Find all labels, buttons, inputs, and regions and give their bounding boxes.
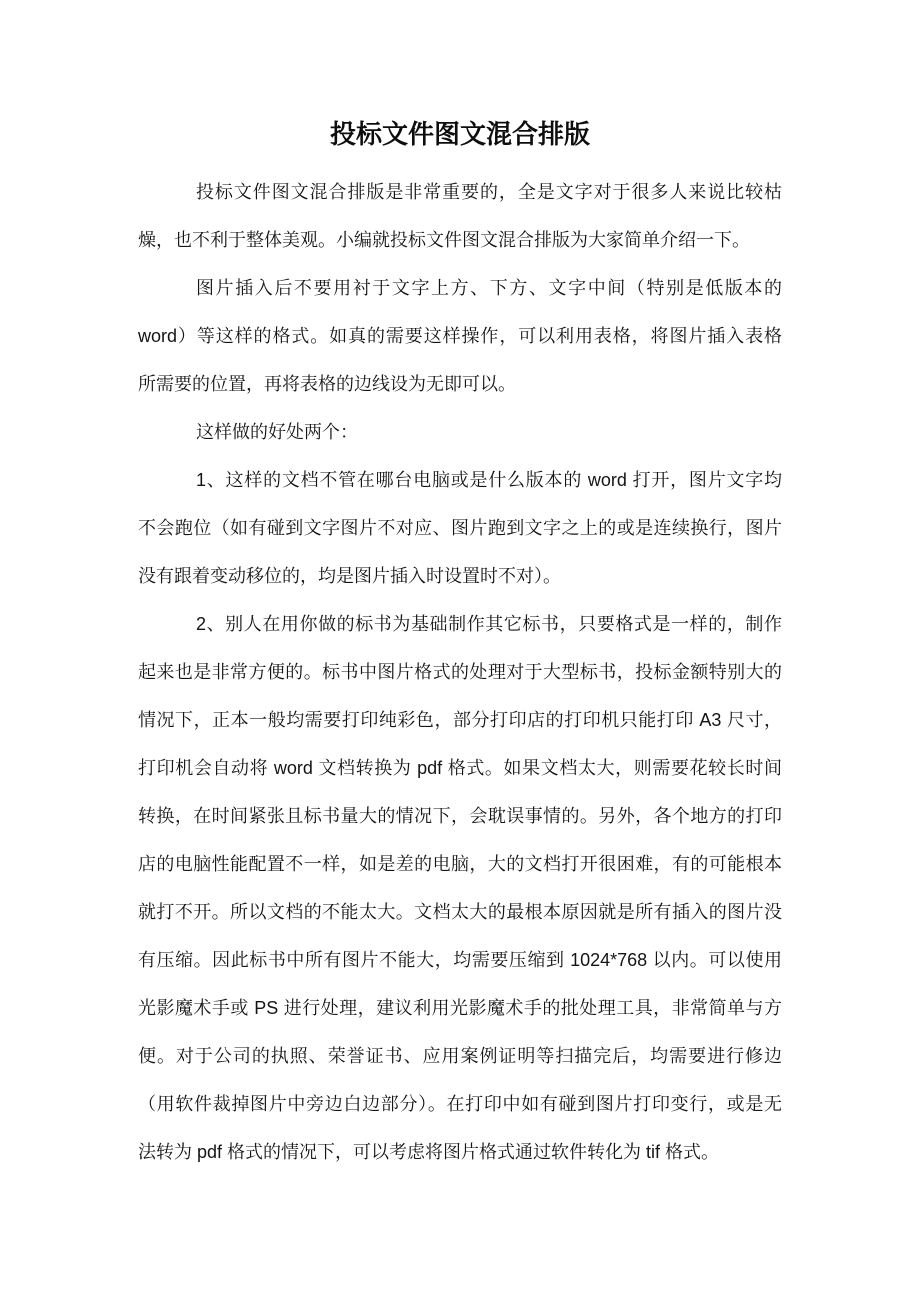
text-line: （用软件裁掉图片中旁边白边部分）。在打印中如有碰到图片打印变行，或是无 <box>138 1094 782 1114</box>
paragraph <box>138 456 782 600</box>
text-line: 图片插入后不要用衬于文字上方、下方、文字中间（特别是低版本的 <box>196 278 782 298</box>
paragraph <box>138 408 782 456</box>
document-body <box>0 151 920 1176</box>
paragraph <box>138 600 782 1176</box>
text-line: 店的电脑性能配置不一样，如是差的电脑，大的文档打开很困难，有的可能根本 <box>138 854 782 874</box>
text-line: 这样做的好处两个： <box>196 422 358 442</box>
text-line: 投标文件图文混合排版是非常重要的，全是文字对于很多人来说比较枯 <box>196 182 782 202</box>
text-line: 就打不开。所以文档的不能太大。文档太大的最根本原因就是所有插入的图片没 <box>138 902 782 922</box>
text-line: 情况下，正本一般均需要打印纯彩色，部分打印店的打印机只能打印 A3 尺寸， <box>138 710 782 730</box>
text-line: 光影魔术手或 PS 进行处理，建议利用光影魔术手的批处理工具，非常简单与方 <box>138 998 782 1018</box>
document-title: 投标文件图文混合排版 <box>329 119 590 149</box>
paragraph <box>138 168 782 264</box>
paragraph <box>138 264 782 408</box>
text-line: 法转为 pdf 格式的情况下，可以考虑将图片格式通过软件转化为 tif 格式。 <box>138 1142 720 1162</box>
text-line: 所需要的位置，再将表格的边线设为无即可以。 <box>138 374 516 394</box>
text-line: 便。对于公司的执照、荣誉证书、应用案例证明等扫描完后，均需要进行修边 <box>138 1046 782 1066</box>
text-line: 没有跟着变动移位的，均是图片插入时设置时不对）。 <box>138 566 561 586</box>
text-line: 燥，也不利于整体美观。小编就投标文件图文混合排版为大家简单介绍一下。 <box>138 230 750 250</box>
text-line: 1、这样的文档不管在哪台电脑或是什么版本的 word 打开，图片文字均 <box>196 470 782 490</box>
text-line: 有压缩。因此标书中所有图片不能大，均需要压缩到 1024*768 以内。可以使用 <box>138 950 782 970</box>
text-line: 2、别人在用你做的标书为基础制作其它标书，只要格式是一样的，制作 <box>196 614 782 634</box>
text-line: 起来也是非常方便的。标书中图片格式的处理对于大型标书，投标金额特别大的 <box>138 662 782 682</box>
text-line: 打印机会自动将 word 文档转换为 pdf 格式。如果文档太大，则需要花较长时间 <box>138 758 782 778</box>
text-line: 转换，在时间紧张且标书量大的情况下，会耽误事情的。另外，各个地方的打印 <box>138 806 782 826</box>
text-line: word）等这样的格式。如真的需要这样操作，可以利用表格，将图片插入表格 <box>138 326 782 346</box>
text-line: 不会跑位（如有碰到文字图片不对应、图片跑到文字之上的或是连续换行，图片 <box>138 518 782 538</box>
